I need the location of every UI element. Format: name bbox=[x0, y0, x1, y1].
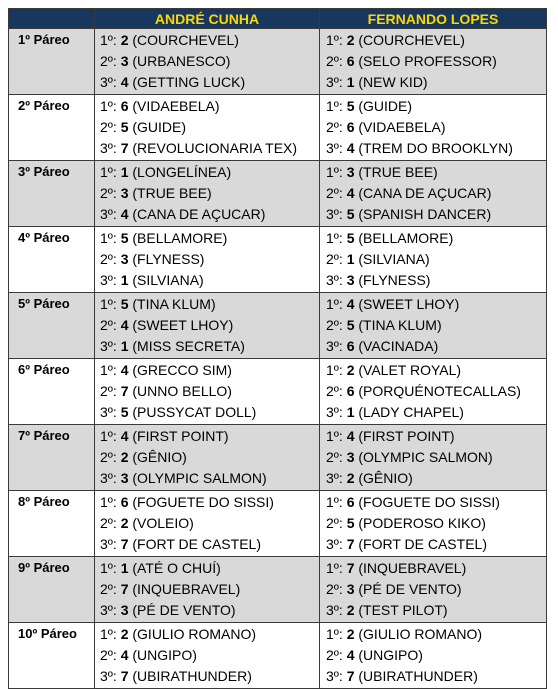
pick-horse-name: (URBANESCO) bbox=[132, 53, 231, 69]
race-row bbox=[9, 425, 547, 491]
andre-cunha-picks bbox=[95, 29, 320, 95]
fernando-lopes-picks bbox=[320, 95, 547, 161]
pick-horse-name: (PÉ DE VENTO) bbox=[358, 581, 462, 597]
race-label: 8º Páreo bbox=[9, 491, 95, 557]
pick-position: 3º: bbox=[100, 470, 117, 486]
race-row bbox=[9, 227, 547, 293]
andre-cunha-picks bbox=[95, 491, 320, 557]
pick-position: 3º: bbox=[326, 140, 343, 156]
pick-line bbox=[95, 624, 319, 645]
pick-position: 1º: bbox=[100, 230, 117, 246]
pick-position: 3º: bbox=[100, 536, 117, 552]
pick-horse-name: (UBIRATHUNDER) bbox=[358, 668, 478, 684]
picks-table bbox=[8, 8, 547, 689]
andre-cunha-picks bbox=[95, 557, 320, 623]
pick-horse-name: (TINA KLUM) bbox=[358, 317, 442, 333]
fernando-lopes-picks bbox=[320, 623, 547, 689]
pick-horse-number: 2 bbox=[346, 362, 355, 378]
race-row bbox=[9, 623, 547, 689]
pick-position: 3º: bbox=[100, 404, 117, 420]
pick-line bbox=[320, 534, 546, 555]
pick-position: 2º: bbox=[100, 581, 117, 597]
race-row bbox=[9, 161, 547, 227]
race-row bbox=[9, 293, 547, 359]
pick-line bbox=[320, 402, 546, 423]
pick-horse-number: 4 bbox=[346, 185, 355, 201]
pick-horse-name: (REVOLUCIONARIA TEX) bbox=[132, 140, 298, 156]
pick-horse-name: (COURCHEVEL) bbox=[132, 32, 239, 48]
pick-horse-name: (SELO PROFESSOR) bbox=[358, 53, 497, 69]
pick-horse-number: 4 bbox=[120, 647, 129, 663]
pick-horse-number: 5 bbox=[346, 230, 355, 246]
race-label: 3º Páreo bbox=[9, 161, 95, 227]
fernando-lopes-picks bbox=[320, 425, 547, 491]
pick-position: 2º: bbox=[326, 185, 343, 201]
pick-horse-number: 5 bbox=[346, 515, 355, 531]
pick-line bbox=[95, 579, 319, 600]
pick-position: 3º: bbox=[326, 536, 343, 552]
race-label: 10º Páreo bbox=[9, 623, 95, 689]
pick-horse-number: 2 bbox=[120, 515, 129, 531]
pick-position: 2º: bbox=[100, 53, 117, 69]
race-row bbox=[9, 95, 547, 161]
pick-horse-name: (FIRST POINT) bbox=[132, 428, 229, 444]
pick-horse-number: 7 bbox=[346, 536, 355, 552]
pick-line bbox=[320, 336, 546, 357]
race-label: 9º Páreo bbox=[9, 557, 95, 623]
pick-position: 3º: bbox=[326, 338, 343, 354]
pick-horse-name: (FOGUETE DO SISSI) bbox=[132, 494, 274, 510]
pick-horse-number: 5 bbox=[120, 296, 129, 312]
pick-position: 3º: bbox=[100, 338, 117, 354]
pick-position: 1º: bbox=[326, 362, 343, 378]
pick-line bbox=[320, 30, 546, 51]
pick-horse-name: (OLYMPIC SALMON) bbox=[358, 449, 493, 465]
pick-line bbox=[95, 426, 319, 447]
pick-horse-number: 5 bbox=[120, 230, 129, 246]
fernando-lopes-picks bbox=[320, 557, 547, 623]
pick-horse-number: 2 bbox=[120, 32, 129, 48]
pick-horse-name: (VOLEIO) bbox=[132, 515, 194, 531]
pick-horse-number: 2 bbox=[346, 32, 355, 48]
pick-horse-name: (OLYMPIC SALMON) bbox=[132, 470, 267, 486]
pick-position: 2º: bbox=[326, 317, 343, 333]
pick-line bbox=[320, 96, 546, 117]
pick-horse-name: (INQUEBRAVEL) bbox=[358, 560, 467, 576]
pick-horse-name: (GÊNIO) bbox=[358, 470, 413, 486]
pick-position: 2º: bbox=[100, 119, 117, 135]
pick-horse-name: (TREM DO BROOKLYN) bbox=[358, 140, 513, 156]
pick-line bbox=[320, 600, 546, 621]
pick-line bbox=[320, 204, 546, 225]
andre-cunha-picks bbox=[95, 95, 320, 161]
pick-horse-number: 7 bbox=[120, 668, 129, 684]
pick-horse-number: 1 bbox=[346, 251, 355, 267]
pick-line bbox=[95, 228, 319, 249]
pick-horse-name: (FLYNESS) bbox=[132, 251, 205, 267]
pick-horse-number: 3 bbox=[120, 251, 129, 267]
picks-table-body bbox=[9, 29, 547, 689]
pick-horse-name: (VACINADA) bbox=[358, 338, 439, 354]
pick-horse-name: (PORQUÉNOTECALLAS) bbox=[358, 383, 521, 399]
pick-position: 3º: bbox=[100, 272, 117, 288]
pick-line bbox=[320, 426, 546, 447]
pick-position: 3º: bbox=[100, 668, 117, 684]
pick-position: 1º: bbox=[100, 560, 117, 576]
pick-position: 3º: bbox=[326, 74, 343, 90]
pick-horse-number: 6 bbox=[346, 53, 355, 69]
pick-position: 2º: bbox=[100, 383, 117, 399]
pick-line bbox=[320, 228, 546, 249]
race-label: 7º Páreo bbox=[9, 425, 95, 491]
pick-horse-number: 4 bbox=[346, 140, 355, 156]
pick-line bbox=[95, 381, 319, 402]
pick-line bbox=[95, 315, 319, 336]
pick-horse-number: 3 bbox=[346, 449, 355, 465]
pick-horse-name: (INQUEBRAVEL) bbox=[132, 581, 241, 597]
pick-line bbox=[320, 447, 546, 468]
pick-position: 1º: bbox=[326, 98, 343, 114]
fernando-lopes-picks bbox=[320, 29, 547, 95]
pick-line bbox=[95, 162, 319, 183]
pick-line bbox=[95, 249, 319, 270]
pick-line bbox=[320, 579, 546, 600]
pick-line bbox=[320, 666, 546, 687]
pick-line bbox=[320, 183, 546, 204]
pick-horse-name: (MISS SECRETA) bbox=[132, 338, 245, 354]
pick-position: 1º: bbox=[100, 32, 117, 48]
pick-horse-number: 1 bbox=[120, 560, 129, 576]
pick-horse-name: (BELLAMORE) bbox=[358, 230, 454, 246]
pick-line bbox=[95, 402, 319, 423]
pick-horse-name: (PUSSYCAT DOLL) bbox=[132, 404, 257, 420]
pick-horse-name: (UNNO BELLO) bbox=[132, 383, 232, 399]
pick-position: 2º: bbox=[326, 251, 343, 267]
pick-horse-name: (VIDAEBELA) bbox=[132, 98, 220, 114]
andre-cunha-picks bbox=[95, 293, 320, 359]
pick-horse-number: 6 bbox=[346, 494, 355, 510]
pick-position: 3º: bbox=[100, 74, 117, 90]
pick-horse-name: (UBIRATHUNDER) bbox=[132, 668, 252, 684]
pick-horse-name: (UNGIPO) bbox=[132, 647, 197, 663]
race-row bbox=[9, 29, 547, 95]
pick-position: 2º: bbox=[326, 515, 343, 531]
pick-line bbox=[320, 558, 546, 579]
pick-line bbox=[320, 51, 546, 72]
pick-horse-number: 2 bbox=[346, 626, 355, 642]
pick-horse-name: (SPANISH DANCER) bbox=[358, 206, 492, 222]
pick-horse-name: (LONGELÍNEA) bbox=[132, 164, 232, 180]
pick-horse-number: 7 bbox=[346, 668, 355, 684]
pick-line bbox=[95, 72, 319, 93]
pick-position: 3º: bbox=[326, 602, 343, 618]
pick-line bbox=[95, 600, 319, 621]
pick-position: 2º: bbox=[100, 449, 117, 465]
pick-position: 2º: bbox=[100, 515, 117, 531]
pick-horse-number: 1 bbox=[346, 74, 355, 90]
pick-horse-number: 4 bbox=[120, 206, 129, 222]
fernando-lopes-picks bbox=[320, 227, 547, 293]
pick-position: 3º: bbox=[100, 140, 117, 156]
pick-horse-name: (FOGUETE DO SISSI) bbox=[358, 494, 500, 510]
pick-line bbox=[95, 447, 319, 468]
pick-position: 2º: bbox=[326, 647, 343, 663]
pick-horse-number: 3 bbox=[120, 53, 129, 69]
pick-horse-number: 4 bbox=[346, 428, 355, 444]
fernando-lopes-picks bbox=[320, 161, 547, 227]
pick-position: 2º: bbox=[326, 53, 343, 69]
pick-horse-number: 6 bbox=[120, 98, 129, 114]
pick-horse-name: (TEST PILOT) bbox=[358, 602, 448, 618]
pick-position: 1º: bbox=[100, 164, 117, 180]
race-row bbox=[9, 557, 547, 623]
pick-horse-number: 5 bbox=[346, 98, 355, 114]
pick-horse-number: 7 bbox=[120, 581, 129, 597]
pick-position: 1º: bbox=[100, 428, 117, 444]
pick-horse-name: (COURCHEVEL) bbox=[358, 32, 465, 48]
pick-horse-name: (SWEET LHOY) bbox=[132, 317, 234, 333]
pick-line bbox=[95, 468, 319, 489]
pick-horse-name: (TRUE BEE) bbox=[358, 164, 438, 180]
race-row bbox=[9, 359, 547, 425]
pick-line bbox=[320, 468, 546, 489]
pick-line bbox=[320, 513, 546, 534]
pick-line bbox=[95, 204, 319, 225]
pick-horse-name: (LADY CHAPEL) bbox=[358, 404, 464, 420]
pick-position: 3º: bbox=[326, 206, 343, 222]
pick-position: 3º: bbox=[326, 470, 343, 486]
pick-horse-name: (FIRST POINT) bbox=[358, 428, 455, 444]
pick-horse-name: (PODEROSO KIKO) bbox=[358, 515, 486, 531]
pick-position: 1º: bbox=[100, 98, 117, 114]
race-label: 2º Páreo bbox=[9, 95, 95, 161]
pick-line bbox=[320, 249, 546, 270]
pick-horse-number: 5 bbox=[346, 317, 355, 333]
pick-horse-name: (ATÉ O CHUÍ) bbox=[132, 560, 221, 576]
pick-horse-number: 4 bbox=[120, 317, 129, 333]
pick-line bbox=[95, 645, 319, 666]
pick-line bbox=[95, 513, 319, 534]
pick-horse-number: 2 bbox=[346, 470, 355, 486]
pick-horse-number: 4 bbox=[120, 74, 129, 90]
pick-position: 1º: bbox=[326, 428, 343, 444]
pick-line bbox=[95, 30, 319, 51]
pick-position: 2º: bbox=[100, 317, 117, 333]
race-row bbox=[9, 491, 547, 557]
pick-position: 2º: bbox=[326, 383, 343, 399]
pick-horse-number: 4 bbox=[120, 428, 129, 444]
pick-horse-number: 7 bbox=[346, 560, 355, 576]
pick-horse-number: 7 bbox=[120, 140, 129, 156]
pick-horse-number: 6 bbox=[346, 383, 355, 399]
pick-horse-number: 2 bbox=[120, 626, 129, 642]
pick-horse-number: 7 bbox=[120, 383, 129, 399]
pick-line bbox=[320, 381, 546, 402]
pick-horse-name: (FORT DE CASTEL) bbox=[358, 536, 487, 552]
pick-line bbox=[320, 492, 546, 513]
header-corner bbox=[9, 9, 95, 29]
pick-horse-name: (UNGIPO) bbox=[358, 647, 423, 663]
pick-horse-name: (SILVIANA) bbox=[358, 251, 430, 267]
pick-position: 1º: bbox=[100, 362, 117, 378]
pick-horse-number: 3 bbox=[120, 602, 129, 618]
pick-line bbox=[95, 666, 319, 687]
pick-position: 2º: bbox=[100, 251, 117, 267]
race-label: 5º Páreo bbox=[9, 293, 95, 359]
pick-horse-number: 6 bbox=[346, 338, 355, 354]
picks-table-container bbox=[8, 8, 546, 689]
pick-line bbox=[320, 117, 546, 138]
pick-position: 1º: bbox=[100, 494, 117, 510]
pick-horse-number: 1 bbox=[346, 404, 355, 420]
pick-line bbox=[95, 117, 319, 138]
pick-horse-number: 1 bbox=[120, 272, 129, 288]
pick-line bbox=[95, 96, 319, 117]
header-row bbox=[9, 9, 547, 29]
pick-position: 3º: bbox=[326, 404, 343, 420]
pick-horse-name: (VIDAEBELA) bbox=[358, 119, 446, 135]
pick-position: 1º: bbox=[326, 32, 343, 48]
pick-horse-name: (VALET ROYAL) bbox=[358, 362, 462, 378]
andre-cunha-picks bbox=[95, 227, 320, 293]
pick-line bbox=[320, 645, 546, 666]
pick-line bbox=[95, 336, 319, 357]
pick-position: 3º: bbox=[326, 668, 343, 684]
pick-horse-number: 3 bbox=[346, 272, 355, 288]
pick-horse-name: (SILVIANA) bbox=[132, 272, 204, 288]
pick-horse-name: (GIULIO ROMANO) bbox=[358, 626, 483, 642]
pick-position: 2º: bbox=[326, 449, 343, 465]
pick-horse-name: (TINA KLUM) bbox=[132, 296, 216, 312]
pick-position: 3º: bbox=[326, 272, 343, 288]
pick-horse-name: (GUIDE) bbox=[132, 119, 187, 135]
pick-horse-number: 3 bbox=[346, 581, 355, 597]
andre-cunha-picks bbox=[95, 359, 320, 425]
pick-horse-name: (GUIDE) bbox=[358, 98, 413, 114]
fernando-lopes-picks bbox=[320, 293, 547, 359]
pick-horse-name: (CANA DE AÇUCAR) bbox=[132, 206, 266, 222]
pick-horse-name: (PÉ DE VENTO) bbox=[132, 602, 236, 618]
race-label: 4º Páreo bbox=[9, 227, 95, 293]
pick-line bbox=[95, 183, 319, 204]
pick-horse-number: 1 bbox=[120, 338, 129, 354]
pick-horse-number: 4 bbox=[346, 296, 355, 312]
pick-line bbox=[320, 315, 546, 336]
pick-horse-name: (FORT DE CASTEL) bbox=[132, 536, 261, 552]
pick-line bbox=[95, 360, 319, 381]
pick-horse-number: 5 bbox=[120, 404, 129, 420]
pick-horse-name: (NEW KID) bbox=[358, 74, 428, 90]
pick-line bbox=[320, 138, 546, 159]
pick-line bbox=[95, 138, 319, 159]
pick-horse-name: (BELLAMORE) bbox=[132, 230, 228, 246]
pick-horse-number: 4 bbox=[346, 647, 355, 663]
andre-cunha-picks bbox=[95, 623, 320, 689]
pick-line bbox=[320, 360, 546, 381]
pick-position: 1º: bbox=[326, 560, 343, 576]
pick-horse-number: 3 bbox=[120, 470, 129, 486]
pick-line bbox=[320, 162, 546, 183]
header-andre-cunha: ANDRÉ CUNHA bbox=[95, 9, 320, 29]
pick-position: 2º: bbox=[326, 119, 343, 135]
pick-horse-name: (GRECCO SIM) bbox=[132, 362, 232, 378]
pick-horse-number: 5 bbox=[346, 206, 355, 222]
pick-horse-name: (GÊNIO) bbox=[132, 449, 187, 465]
pick-line bbox=[320, 624, 546, 645]
andre-cunha-picks bbox=[95, 425, 320, 491]
pick-line bbox=[95, 270, 319, 291]
pick-horse-number: 7 bbox=[120, 536, 129, 552]
pick-line bbox=[95, 558, 319, 579]
pick-line bbox=[320, 72, 546, 93]
pick-horse-number: 6 bbox=[346, 119, 355, 135]
pick-horse-name: (CANA DE AÇUCAR) bbox=[358, 185, 492, 201]
pick-position: 2º: bbox=[100, 185, 117, 201]
pick-horse-name: (TRUE BEE) bbox=[132, 185, 212, 201]
andre-cunha-picks bbox=[95, 161, 320, 227]
pick-line bbox=[95, 294, 319, 315]
pick-position: 1º: bbox=[326, 296, 343, 312]
fernando-lopes-picks bbox=[320, 359, 547, 425]
pick-line bbox=[95, 51, 319, 72]
pick-position: 3º: bbox=[100, 206, 117, 222]
pick-horse-number: 1 bbox=[120, 164, 129, 180]
pick-position: 2º: bbox=[326, 581, 343, 597]
pick-horse-name: (GETTING LUCK) bbox=[132, 74, 246, 90]
pick-position: 1º: bbox=[326, 626, 343, 642]
pick-position: 3º: bbox=[100, 602, 117, 618]
header-fernando-lopes: FERNANDO LOPES bbox=[320, 9, 547, 29]
pick-position: 1º: bbox=[100, 626, 117, 642]
pick-line bbox=[95, 534, 319, 555]
pick-horse-number: 5 bbox=[120, 119, 129, 135]
pick-line bbox=[95, 492, 319, 513]
pick-horse-number: 3 bbox=[120, 185, 129, 201]
pick-horse-number: 2 bbox=[120, 449, 129, 465]
pick-horse-name: (GIULIO ROMANO) bbox=[132, 626, 257, 642]
pick-position: 2º: bbox=[100, 647, 117, 663]
pick-position: 1º: bbox=[326, 494, 343, 510]
race-label: 6º Páreo bbox=[9, 359, 95, 425]
pick-horse-number: 3 bbox=[346, 164, 355, 180]
pick-horse-name: (FLYNESS) bbox=[358, 272, 431, 288]
race-label: 1º Páreo bbox=[9, 29, 95, 95]
fernando-lopes-picks bbox=[320, 491, 547, 557]
pick-horse-name: (SWEET LHOY) bbox=[358, 296, 460, 312]
pick-horse-number: 4 bbox=[120, 362, 129, 378]
pick-position: 1º: bbox=[100, 296, 117, 312]
pick-horse-number: 2 bbox=[346, 602, 355, 618]
pick-horse-number: 6 bbox=[120, 494, 129, 510]
pick-position: 1º: bbox=[326, 164, 343, 180]
pick-position: 1º: bbox=[326, 230, 343, 246]
pick-line bbox=[320, 294, 546, 315]
pick-line bbox=[320, 270, 546, 291]
